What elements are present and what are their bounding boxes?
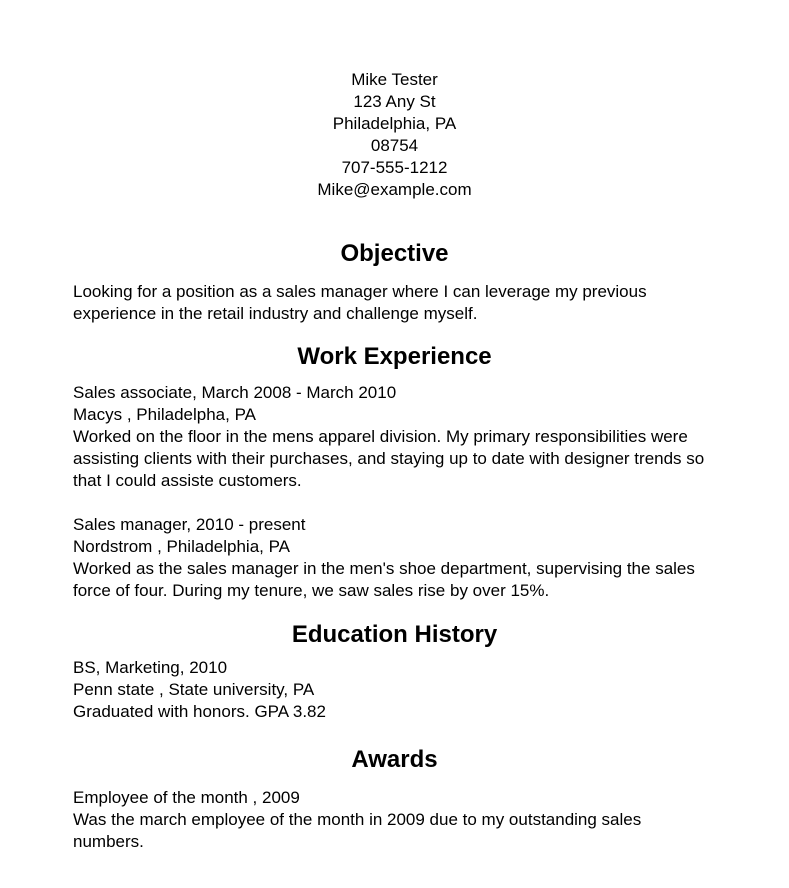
contact-email: Mike@example.com [317, 180, 472, 199]
job-title-line: Sales associate, March 2008 - March 2010 [73, 383, 397, 402]
job-entry [73, 514, 716, 602]
job-description: Worked on the floor in the mens apparel division. My primary responsibilities were assisting clients with their purchases, and staying up to date with designer trends so that I could assiste customers. [73, 427, 705, 490]
education-school-line: Penn state , State university, PA [73, 680, 315, 699]
award-description: Was the march employee of the month in 2009 due to my outstanding sales numbers. [73, 810, 642, 851]
resume-page [73, 0, 716, 853]
education-entry [73, 657, 716, 723]
job-title-line: Sales manager, 2010 - present [73, 515, 306, 534]
education-degree-line: BS, Marketing, 2010 [73, 658, 228, 677]
contact-street: 123 Any St [353, 92, 436, 111]
section-title-work-experience: Work Experience [297, 343, 492, 370]
education-honors-line: Graduated with honors. GPA 3.82 [73, 702, 326, 721]
contact-header [73, 69, 716, 201]
job-company-line: Nordstrom , Philadelphia, PA [73, 537, 291, 556]
section-title-awards: Awards [351, 746, 438, 773]
job-entry [73, 382, 716, 492]
job-company-line: Macys , Philadelpha, PA [73, 405, 256, 424]
contact-city-state: Philadelphia, PA [332, 114, 457, 133]
job-description: Worked as the sales manager in the men's shoe department, supervising the sales force of four. During my tenure, we saw sales rise by over 15%. [73, 559, 695, 600]
contact-zip: 08754 [370, 136, 419, 155]
section-title-education-history: Education History [291, 621, 498, 648]
objective-text: Looking for a position as a sales manager where I can leverage my previous experience in the retail industry and challenge myself. [73, 282, 647, 323]
award-title-line: Employee of the month , 2009 [73, 788, 300, 807]
contact-name: Mike Tester [351, 70, 438, 89]
section-title-objective: Objective [340, 240, 449, 267]
contact-phone: 707-555-1212 [341, 158, 448, 177]
award-entry [73, 787, 716, 853]
